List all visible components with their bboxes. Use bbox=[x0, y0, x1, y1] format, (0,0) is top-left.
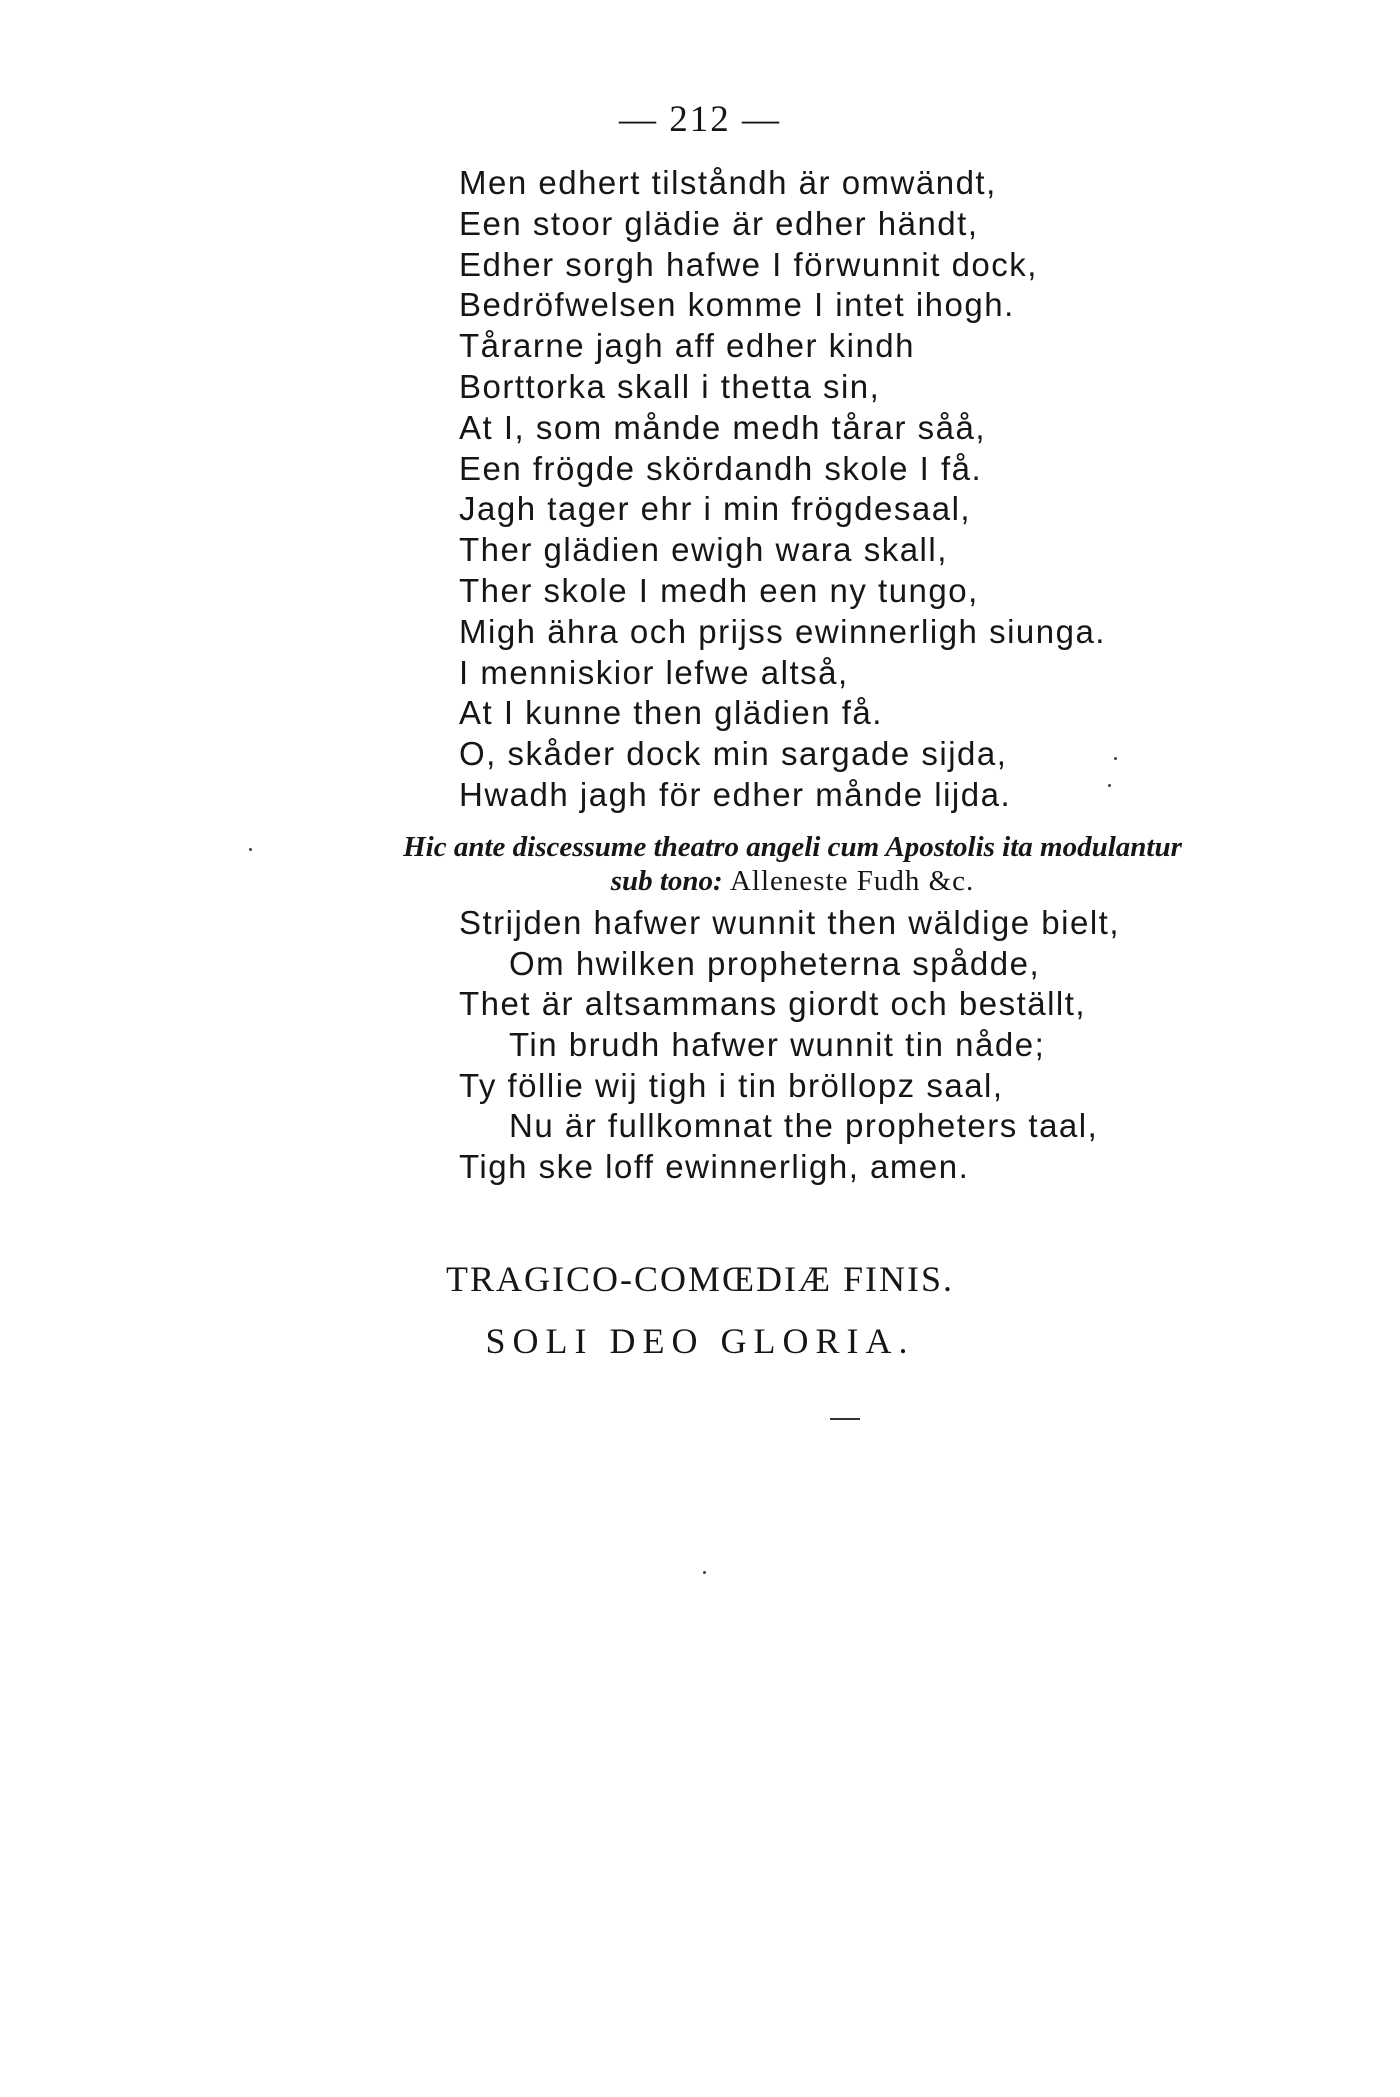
print-speck bbox=[1108, 784, 1111, 787]
hymn-line: Tigh ske loff ewinnerligh, amen. bbox=[459, 1148, 970, 1186]
verse-line: Jagh tager ehr i min frögdesaal, bbox=[459, 490, 972, 528]
stage-direction bbox=[325, 830, 1260, 898]
verse-line: Hwadh jagh för edher månde lijda. bbox=[459, 775, 1012, 813]
hymn-block bbox=[459, 903, 1319, 1188]
finis-heading: TRAGICO-COMŒDIÆ FINIS. bbox=[445, 1259, 955, 1299]
verse-line: At I, som månde medh tårar såå, bbox=[459, 408, 987, 446]
verse-line: Tårarne jagh aff edher kindh bbox=[459, 327, 915, 365]
verse-line: Ther skole I medh een ny tungo, bbox=[459, 571, 979, 609]
end-rule bbox=[830, 1418, 860, 1420]
verse-line: Men edhert tilståndh är omwändt, bbox=[459, 164, 997, 201]
hymn-line: Nu är fullkomnat the propheters taal, bbox=[509, 1107, 1099, 1145]
print-speck bbox=[249, 848, 252, 851]
verse-line: Edher sorgh hafwe I förwunnit dock, bbox=[459, 245, 1038, 283]
verse-line: Een frögde skördandh skole I få. bbox=[459, 449, 983, 487]
stage-direction-tone-name: Alleneste Fudh &c. bbox=[729, 865, 975, 897]
stage-direction-line-2 bbox=[325, 864, 1260, 898]
verse-line: Ther glädien ewigh wara skall, bbox=[459, 531, 948, 569]
verse-line: Migh ähra och prijss ewinnerligh siunga. bbox=[459, 612, 1106, 650]
hymn-line: Ty föllie wij tigh i tin bröllopz saal, bbox=[459, 1066, 1004, 1104]
verse-line: I menniskior lefwe altså, bbox=[459, 653, 849, 691]
verse-block bbox=[459, 163, 1319, 816]
stage-direction-tone-label: sub tono: bbox=[610, 865, 723, 897]
page-number: — 212 — bbox=[619, 99, 781, 140]
stage-direction-line-1: Hic ante discessume theatro angeli cum Apostolis ita modulantur bbox=[403, 831, 1182, 863]
hymn-line: Thet är altsammans giordt och beställt, bbox=[459, 985, 1087, 1023]
verse-line: At I kunne then glädien få. bbox=[459, 694, 883, 732]
verse-line: Borttorka skall i thetta sin, bbox=[459, 367, 881, 405]
verse-line: Een stoor glädie är edher händt, bbox=[459, 204, 979, 242]
hymn-line: Strijden hafwer wunnit then wäldige bielt, bbox=[459, 904, 1121, 941]
print-speck bbox=[1114, 757, 1117, 760]
verse-line: Bedröfwelsen komme I intet ihogh. bbox=[459, 286, 1015, 324]
soli-deo-gloria: SOLI DEO GLORIA. bbox=[485, 1321, 915, 1361]
verse-line: O, skåder dock min sargade sijda, bbox=[459, 735, 1008, 773]
hymn-line: Om hwilken propheterna spådde, bbox=[509, 944, 1041, 982]
hymn-line: Tin brudh hafwer wunnit tin nåde; bbox=[509, 1026, 1046, 1064]
print-speck bbox=[703, 1571, 706, 1574]
